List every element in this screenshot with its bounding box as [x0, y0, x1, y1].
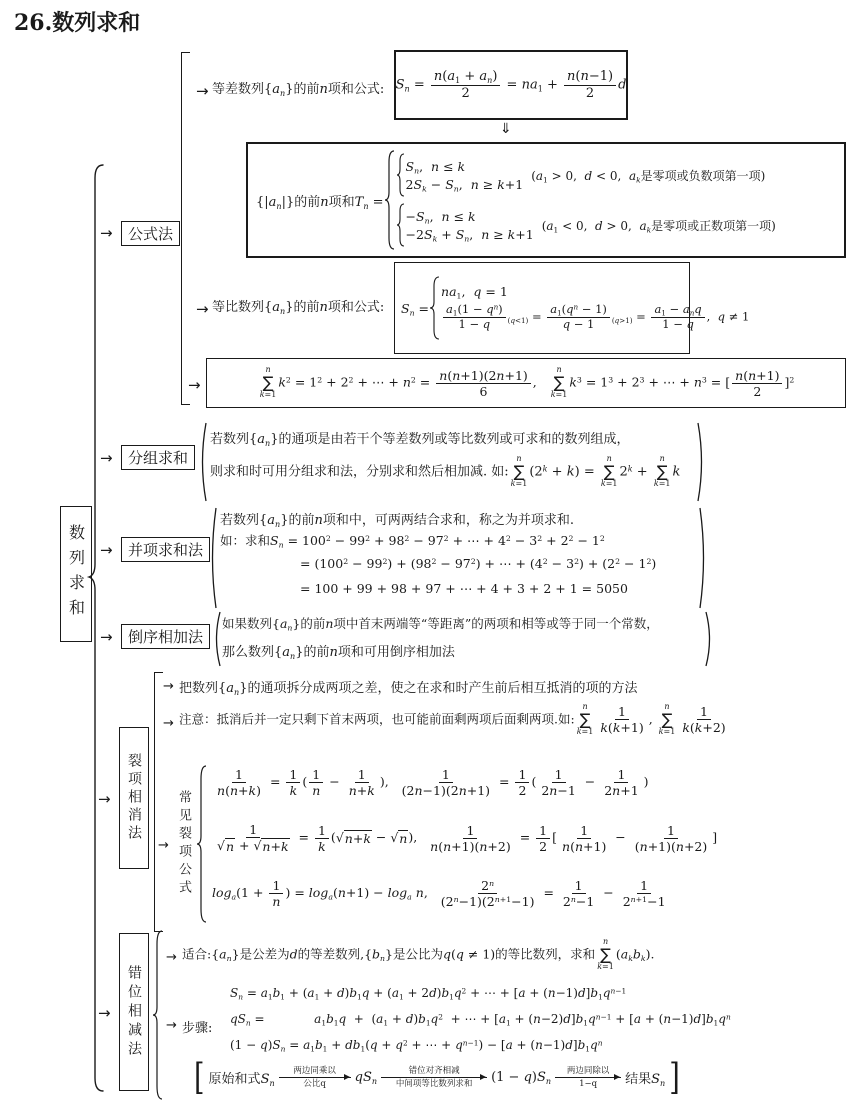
pairing-line-1: 若数列$\{a_n\}$的前n项和中，可两两结合求和，称之为并项求和.	[220, 513, 575, 529]
abs-sum-lead: $\{|a_n|\}$的前n项和$T_n$ =	[256, 194, 384, 211]
arith-sum-lead: 等差数列$\{a_n\}$的前n项和公式:	[212, 82, 385, 98]
page-title: 26.数列求和	[14, 10, 141, 36]
flow-arrow-line	[555, 1077, 621, 1078]
branch-label-pairing: 并项求和法	[121, 537, 210, 562]
arith-sum-formula-box	[394, 50, 628, 120]
staggered-fit: 适合$:\{a_n\}$是公差为d的等差数列$,\{b_n\}$是公比为q(q ≠ 1)的等比数列，求和 n ∑ k=1 $(a_kb_k)$.	[182, 937, 655, 971]
arrow-right-icon: →	[166, 1018, 177, 1033]
flow-arrow-divide	[555, 1066, 621, 1089]
telescoping-formula-1: $\frac{1}{n(n+k)}$ = $\frac{1}{k}$ ( $\frac{1}{n}$ − $\frac{1}{n+k}$ ), $\frac{1}{(2n-1)(2n+1)}$ = $\frac{1}{2}$ ( $\frac{1}{2n-1}$ − $\frac{1}{2n+1}$ )	[217, 767, 649, 798]
flow-arrow-multiply-bottom: 公比q	[303, 1079, 326, 1089]
group-paren-right	[696, 421, 708, 503]
pairing-line-4: = 100 + 99 + 98 + 97 + ⋯ + 4 + 3 + 2 + 1 = 5050	[300, 581, 628, 596]
flow-arrow-line	[381, 1077, 487, 1078]
flow-arrow-multiply	[279, 1066, 351, 1089]
telescoping-bracket	[154, 672, 163, 932]
branch-label-reverse-add: 倒序相加法	[121, 624, 210, 649]
flow-node-result: 结果$S_n$	[625, 1072, 666, 1088]
pairing-line-2: 如：求和$S_n = 100^2 - 99^2 + 98^2 - 97^2$ + ⋯ + $4^2 - 3^2 + 2^2 - 1^2$	[220, 533, 605, 550]
arrow-right-icon: →	[188, 376, 201, 394]
staggered-label-text: 错位相减法	[126, 964, 142, 1060]
reverse-paren-left	[210, 610, 222, 668]
branch-label-formula-method: 公式法	[121, 221, 180, 246]
arrow-right-icon: →	[196, 82, 209, 100]
flow-node-one-minus-q-sn: $(1 - q)S_n$	[491, 1070, 552, 1086]
arrow-right-icon: →	[100, 628, 113, 646]
geo-sum-formula-box	[394, 262, 750, 354]
reverse-line-2: 那么数列$\{a_n\}$的前n项和可用倒序相加法	[222, 645, 455, 661]
branch-label-staggered	[119, 933, 149, 1091]
flow-arrow-divide-bottom: 1−q	[579, 1079, 598, 1089]
cases-brace	[396, 153, 406, 197]
flow-arrow-subtract	[381, 1066, 487, 1089]
geo-sum-prefix: $S_n$ =	[401, 300, 430, 318]
arrow-right-icon: →	[196, 300, 209, 318]
abs-case-2-condition: ($a_1 < 0$, d > 0, $a_k$是零项或正数项第一项)	[541, 218, 776, 235]
arrow-right-icon: →	[98, 1004, 111, 1022]
flow-arrow-subtract-top: 错位对齐相减	[408, 1065, 460, 1076]
cases-brace	[384, 150, 396, 250]
abs-case-1-line-1: $S_n$, n ≤ k	[405, 158, 466, 176]
abs-case-2-line-2: $-2S_k + S_n$, n ≥ k+1	[405, 226, 534, 244]
common-formulas-label-text: 常见裂项公式	[176, 790, 191, 898]
reverse-paren-right	[704, 610, 716, 668]
abs-case-2	[396, 203, 776, 247]
flow-node-qsn: $qS_n$	[354, 1070, 378, 1086]
arrow-right-icon: →	[163, 716, 174, 731]
staggered-step-1: $S_n = a_1b_1 + (a_1 + d)b_1q + (a_1 + 2d)b_1q^2$ + ⋯ + $[a + (n-1)d]b_1q^{n-1}$	[230, 986, 627, 1002]
branch-label-grouping: 分组求和	[121, 445, 195, 470]
flow-arrow-multiply-top: 两边同乘以	[293, 1065, 336, 1076]
staggered-flow	[194, 1056, 680, 1099]
staggered-step-2: $qS_n$ = $a_1b_1q + (a_1 + d)b_1q^2$ + ⋯ + $[a_1 + (n-2)d]b_1q^{n-1} + [a + (n-1)d]b_1q^n$	[230, 1012, 731, 1028]
arrow-right-icon: →	[98, 790, 111, 808]
pairing-line-3: = $(100^2 - 99^2) + (98^2 - 97^2)$ + ⋯ + $(4^2 - 3^2) + (2^2 - 1^2)$	[300, 556, 657, 571]
arrow-right-icon: →	[166, 950, 177, 965]
common-formulas-label	[174, 764, 193, 924]
arrow-right-icon: →	[163, 679, 174, 694]
arrow-right-icon: →	[100, 449, 113, 467]
cases-brace	[396, 203, 406, 247]
arrow-right-icon: →	[158, 838, 169, 853]
grouping-line-1: 若数列$\{a_n\}$的通项是由若干个等差数列或等比数列或可求和的数列组成，	[210, 432, 630, 448]
reverse-line-1: 如果数列$\{a_n\}$的前n项中首末两端等“等距离”的两项和相等或等于同一个常数，	[222, 616, 659, 633]
flow-node-original-sum: 原始和式$S_n$	[208, 1072, 275, 1088]
abs-case-1	[396, 153, 776, 197]
telescoping-idea: 把数列$\{a_n\}$的通项拆分成两项之差，使之在求和时产生前后相互抵消的项的方法	[179, 681, 638, 697]
arrow-right-icon: →	[100, 541, 113, 559]
pairing-paren-left	[206, 506, 218, 610]
grouping-line-2: 则求和时可用分组求和法，分别求和然后相加减. 如: n ∑ k=1 $(2^k + k)$ = n ∑ k=1 $2^k$ + n ∑ k=1 k	[210, 454, 681, 488]
arrow-right-icon: →	[100, 224, 113, 242]
telescoping-note: 注意：抵消后并一定只剩下首末两项，也可能前面剩两项后面剩两项.如: n ∑ k=1 $\frac{1}{k(k+1)}$ , n ∑ k=1 $\frac{1}{k(k+2)}$	[179, 702, 726, 736]
staggered-step-3: $(1 - q)S_n = a_1b_1 + db_1(q + q^2$ + ⋯ + $q^{n-1}) - [a + (n-1)d]b_1q^n$	[230, 1038, 603, 1054]
cases-brace	[429, 276, 441, 340]
telescoping-formula-3: $\log_a(1$ + $\frac{1}{n}$ ) = $\log_a(n+1) - \log_a n$, $\frac{2^n}{(2^n-1)(2^{n+1}-1)}$ = $\frac{1}{2^n-1}$ − $\frac{1}{2^{n+1}-1}$	[212, 878, 666, 909]
common-formulas-brace	[196, 765, 208, 923]
telescoping-label-text: 裂项相消法	[126, 753, 142, 843]
root-node-label: 数列求和	[66, 524, 86, 624]
branch-label-telescoping	[119, 727, 149, 869]
power-sums-formula: n ∑ k=1 $k^2 = 1^2 + 2^2$ + ⋯ + $n^2$ = $\frac{n(n+1)(2n+1)}{6}$ , n ∑ k=1 $k^3 = 1^3 + 2^3$ + ⋯ + $n^3$ = [ $\frac{n(n+1)}{2}$ ]$^2$	[259, 365, 795, 399]
abs-case-1-condition: ($a_1 > 0$, d < 0, $a_k$是零项或负数项第一项)	[531, 168, 766, 185]
down-double-arrow-icon: ⇓	[500, 121, 512, 137]
power-sums-box	[206, 358, 846, 408]
geo-case-1: $na_1$, q = 1	[441, 284, 508, 301]
telescoping-formula-2: 1 √ n + √ n+k = $\frac{1}{k}$ ( √ n+k − √ n ), $\frac{1}{n(n+1)(n+2)}$ = $\frac{1}{2}$ [ $\frac{1}{n(n+1)}$ − $\frac{1}{(n+1)(n+2)}$ ]	[217, 822, 718, 854]
flow-arrow-line	[279, 1077, 351, 1078]
abs-case-1-line-2: $2S_k - S_n$, n ≥ k+1	[405, 176, 524, 194]
arith-sum-formula: $S_n$ = $\frac{n(a_1 + a_n)}{2}$ = $na_1$ + $\frac{n(n-1)}{2}$ d	[395, 68, 627, 101]
flow-arrow-subtract-bottom: 中间项等比数列求和	[395, 1079, 473, 1089]
pairing-paren-right	[698, 506, 710, 610]
abs-sum-box	[246, 142, 846, 258]
geo-case-2: $\frac{a_1(1 - q^n)}{1 - q}$ $_{(q<1)}$ = $\frac{a_1(q^n - 1)}{q - 1}$ $_{(q>1)}$ = $\frac{a_1 - a_nq}{1 - q}$ , q ≠ 1	[441, 303, 749, 332]
steps-label: 步骤:	[182, 1021, 213, 1036]
flow-bracket-open: [	[194, 1056, 205, 1099]
flow-bracket-close: ]	[669, 1056, 680, 1099]
staggered-brace	[152, 930, 164, 1100]
geo-sum-lead: 等比数列$\{a_n\}$的前n项和公式:	[212, 300, 385, 316]
group-paren-left	[196, 421, 208, 503]
abs-case-2-line-1: $-S_n$, n ≤ k	[405, 208, 476, 226]
flow-arrow-divide-top: 两边同除以	[566, 1065, 610, 1076]
formula-method-bracket	[181, 52, 190, 405]
